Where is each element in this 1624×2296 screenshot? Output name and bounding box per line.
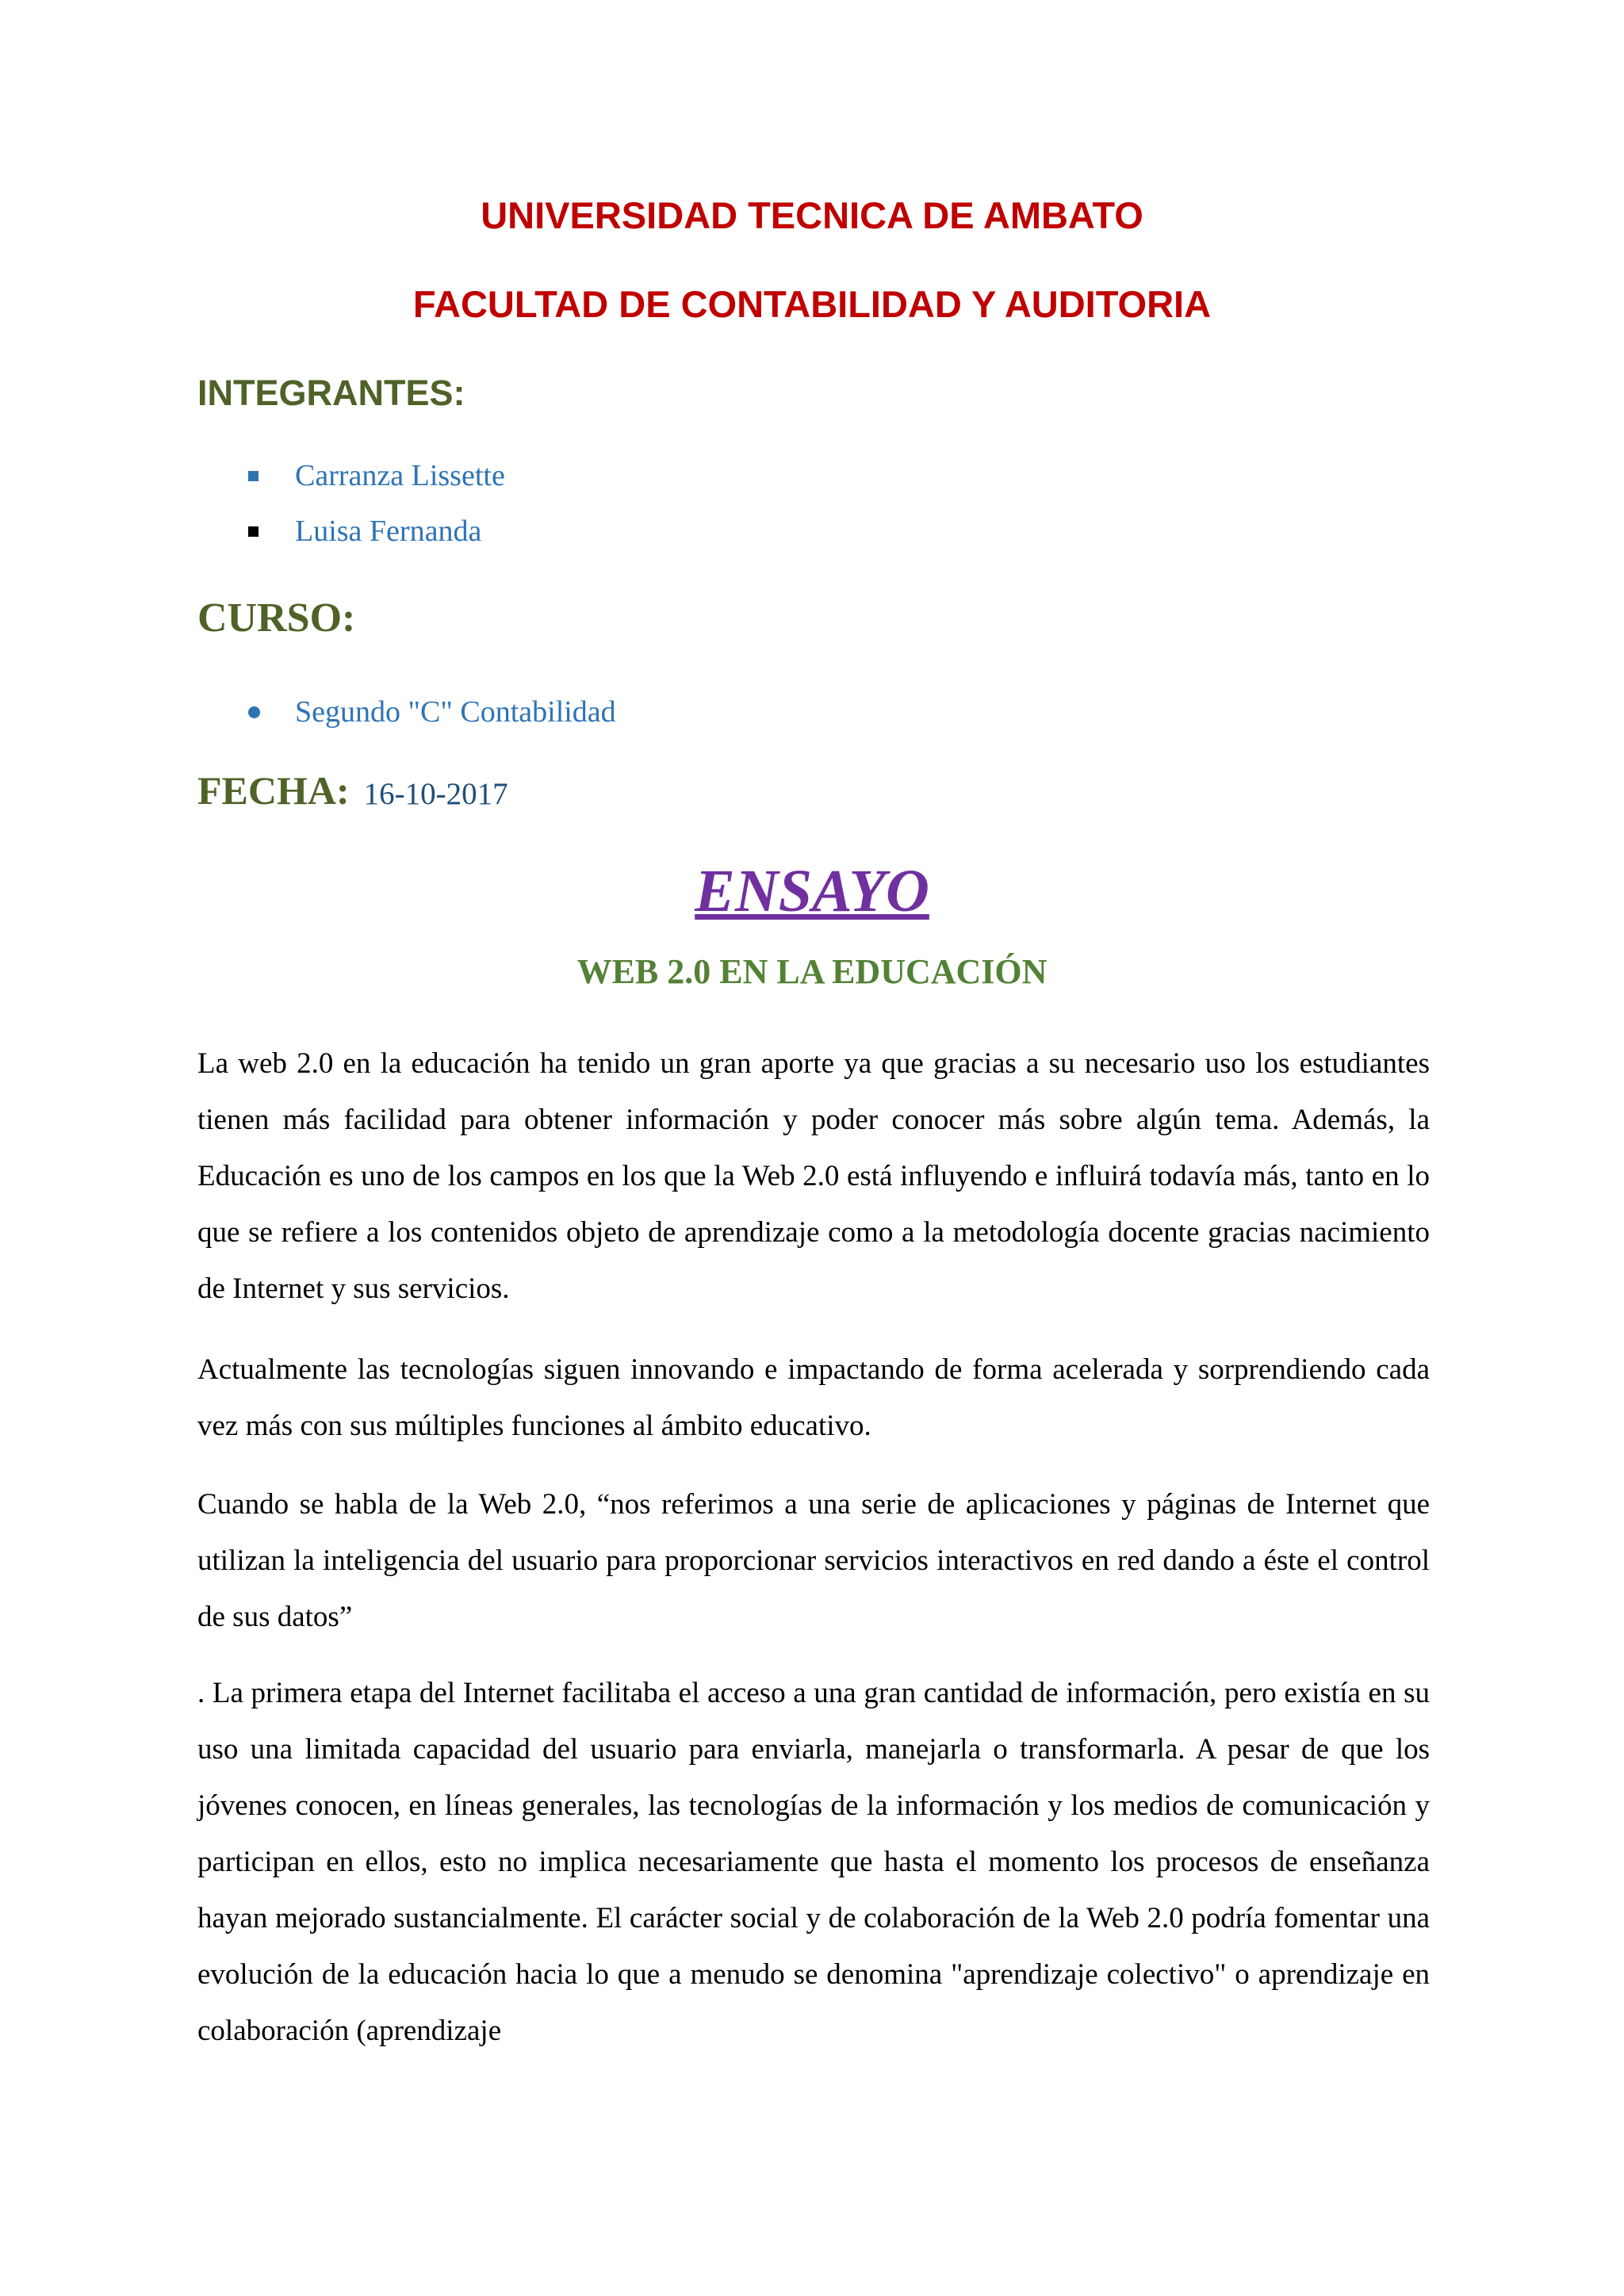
list-item bbox=[0, 695, 952, 734]
list-item bbox=[0, 514, 952, 553]
list-item bbox=[0, 458, 952, 498]
fecha-value: 16-10-2017 bbox=[363, 777, 508, 811]
square-bullet-icon bbox=[248, 471, 259, 481]
essay-paragraph: . La primera etapa del Internet facilitaba el acceso a una gran cantidad de información, pero existía en su uso una limitada capacidad del usuario para enviarla, manejarla o transformarla. A pesar de que los jóvenes conocen, en líneas generales, las tecnologías de la información y los medios de comunicación y participan en ellos, esto no implica necesariamente que hasta el momento los procesos de enseñanza hayan mejorado sustancialmente. El carácter social y de colaboración de la Web 2.0 podría fomentar una evolución de la educación hacia lo que a menudo se denomina "aprendizaje colectivo" o aprendizaje en colaboración (aprendizaje bbox=[197, 1677, 1430, 2047]
faculty-name: FACULTAD DE CONTABILIDAD Y AUDITORIA bbox=[412, 283, 1212, 325]
university-name: UNIVERSIDAD TECNICA DE AMBATO bbox=[481, 194, 1143, 236]
essay-paragraph: Actualmente las tecnologías siguen innovando e impactando de forma acelerada y sorprendiendo cada vez más con sus múltiples funciones al ámbito educativo. bbox=[197, 1353, 1430, 1442]
essay-title: ENSAYO bbox=[695, 858, 929, 924]
integrantes-heading: INTEGRANTES: bbox=[197, 373, 465, 413]
curso-heading: CURSO: bbox=[197, 595, 356, 641]
square-bullet-icon bbox=[248, 526, 259, 537]
member-name: Luisa Fernanda bbox=[295, 515, 482, 548]
member-name: Carranza Lissette bbox=[295, 459, 505, 492]
curso-value: Segundo "C" Contabilidad bbox=[295, 695, 616, 729]
round-bullet-icon bbox=[248, 706, 260, 718]
essay-paragraph: Cuando se habla de la Web 2.0, “nos referimos a una serie de aplicaciones y páginas de Internet que utilizan la inteligencia del usuario para proporcionar servicios interactivos en red dando a éste el control de sus datos” bbox=[197, 1488, 1430, 1633]
essay-paragraph: La web 2.0 en la educación ha tenido un gran aporte ya que gracias a su necesario uso los estudiantes tienen más facilidad para obtener información y poder conocer más sobre algún tema. Además, la Educación es uno de los campos en los que la Web 2.0 está influyendo e influirá todavía más, tanto en lo que se refiere a los contenidos objeto de aprendizaje como a la metodología docente gracias nacimiento de Internet y sus servicios. bbox=[197, 1047, 1430, 1305]
fecha-label: FECHA: bbox=[197, 768, 350, 813]
essay-subtitle: WEB 2.0 EN LA EDUCACIÓN bbox=[576, 952, 1048, 991]
fecha-row bbox=[197, 767, 508, 813]
